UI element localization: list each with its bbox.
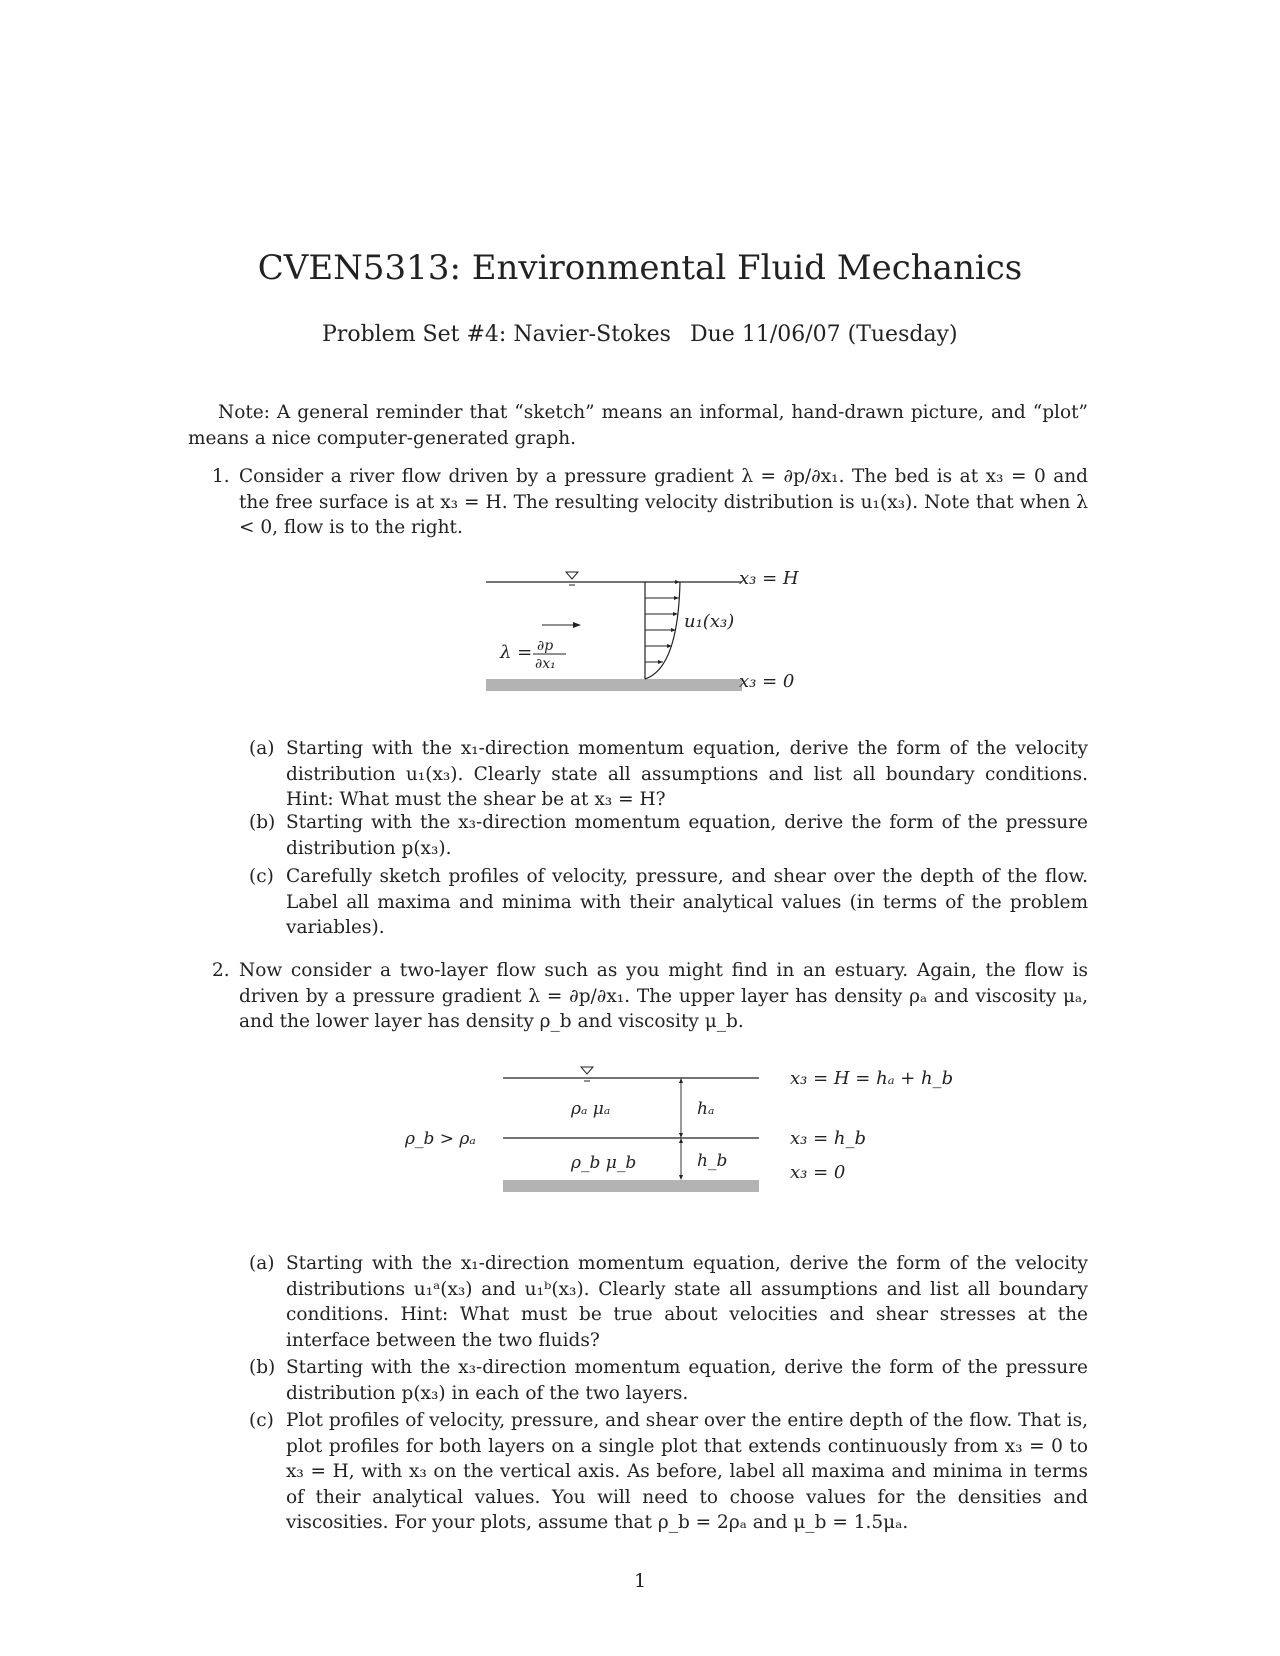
general-note: Note: A general reminder that “sketch” means an informal, hand-drawn picture, and “plot” means a nice computer-generated graph. [188, 402, 1088, 449]
part-text: Starting with the x₃-direction momentum equation, derive the form of the pressure distribution p(x₃). [286, 812, 1088, 859]
label-surface-x3-H: x₃ = H = hₐ + h_b [790, 1068, 954, 1089]
label-ha: hₐ [697, 1099, 715, 1119]
part-text: Carefully sketch profiles of velocity, pressure, and shear over the depth of the flow. Label all maxima and minima with their analytical values (in terms of the problem variables). [286, 866, 1088, 938]
label-upper-props: ρₐ μₐ [571, 1099, 611, 1119]
label-surface-x3-H: x₃ = H [739, 568, 799, 589]
label-interface-x3-hb: x₃ = h_b [790, 1128, 867, 1149]
estuary-bed [503, 1180, 759, 1192]
label-lower-props: ρ_b μ_b [571, 1153, 637, 1173]
part-label: (a) [249, 1253, 275, 1274]
part-label: (c) [249, 866, 274, 887]
velocity-profile [645, 580, 680, 679]
problem-2 [212, 958, 1088, 1035]
part-label: (b) [249, 1357, 276, 1378]
problem-1-part-a [249, 736, 1088, 816]
river-flow-figure [480, 560, 840, 700]
flow-direction-arrow [542, 622, 581, 628]
free-surface-symbol [566, 572, 578, 585]
part-label: (b) [249, 812, 276, 833]
part-label: (c) [249, 1410, 274, 1431]
problem-2-text: Now consider a two-layer flow such as you might find in an estuary. Again, the flow is driven by a pressure gradient λ = ∂p/∂x₁. The upper layer has density ρₐ and viscosity μₐ, and the lower layer has density ρ_b and viscosity μ_b. [239, 960, 1088, 1032]
label-density-order: ρ_b > ρₐ [405, 1129, 476, 1149]
problem-set-label: Problem Set #4: Navier-Stokes [322, 322, 671, 347]
label-frac-denominator: ∂x₁ [535, 656, 556, 672]
part-text: Starting with the x₃-direction momentum equation, derive the form of the pressure distribution p(x₃) in each of the two layers. [286, 1357, 1088, 1404]
problem-2-part-b [249, 1355, 1088, 1411]
part-text: Starting with the x₁-direction momentum equation, derive the form of the velocity distributions u₁ᵃ(x₃) and u₁ᵇ(x₃). Clearly state all assumptions and list all boundary conditions. Hint: What must be true about velocities and shear stresses at the interface between the two fluids? [286, 1253, 1088, 1351]
label-bed-x3-0: x₃ = 0 [739, 671, 795, 692]
thickness-arrows [679, 1078, 683, 1180]
problem-2-part-c [249, 1408, 1088, 1538]
label-frac-numerator: ∂p [537, 638, 554, 654]
part-text: Starting with the x₁-direction momentum equation, derive the form of the velocity distribution u₁(x₃). Clearly state all assumptions and list all boundary conditions. Hint: What must the shear be at x₃ = H? [286, 738, 1088, 810]
problem-2-number: 2. [212, 960, 230, 981]
problem-1-part-b [249, 810, 1088, 866]
two-layer-flow-figure [395, 1060, 965, 1200]
page-number: 1 [633, 1570, 647, 1592]
page-title: CVEN5313: Environmental Fluid Mechanics [257, 248, 1023, 288]
label-hb: h_b [697, 1151, 728, 1171]
problem-1-text: Consider a river flow driven by a pressure gradient λ = ∂p/∂x₁. The bed is at x₃ = 0 and the free surface is at x₃ = H. The resulting velocity distribution is u₁(x₃). Note that when λ < 0, flow is to the right. [239, 466, 1088, 538]
label-u1-x3: u₁(x₃) [684, 611, 735, 632]
problem-1 [212, 464, 1088, 541]
free-surface-symbol [581, 1067, 593, 1081]
problem-2-part-a [249, 1251, 1088, 1355]
problem-1-number: 1. [212, 466, 230, 487]
label-lambda: λ = [500, 642, 533, 663]
part-label: (a) [249, 738, 275, 759]
river-bed [486, 679, 742, 691]
label-bed-x3-0: x₃ = 0 [790, 1162, 846, 1183]
part-text: Plot profiles of velocity, pressure, and shear over the entire depth of the flow. That is, plot profiles for both layers on a single plot that extends continuously from x₃ = 0 to x₃ = H, with x₃ on the vertical axis. As before, label all maxima and minima in terms of their analytical values. You will need to choose values for the densities and viscosities. For your plots, assume that ρ_b = 2ρₐ and μ_b = 1.5μₐ. [286, 1410, 1088, 1533]
problem-1-part-c [249, 864, 1088, 938]
due-date: Due 11/06/07 (Tuesday) [690, 322, 958, 347]
